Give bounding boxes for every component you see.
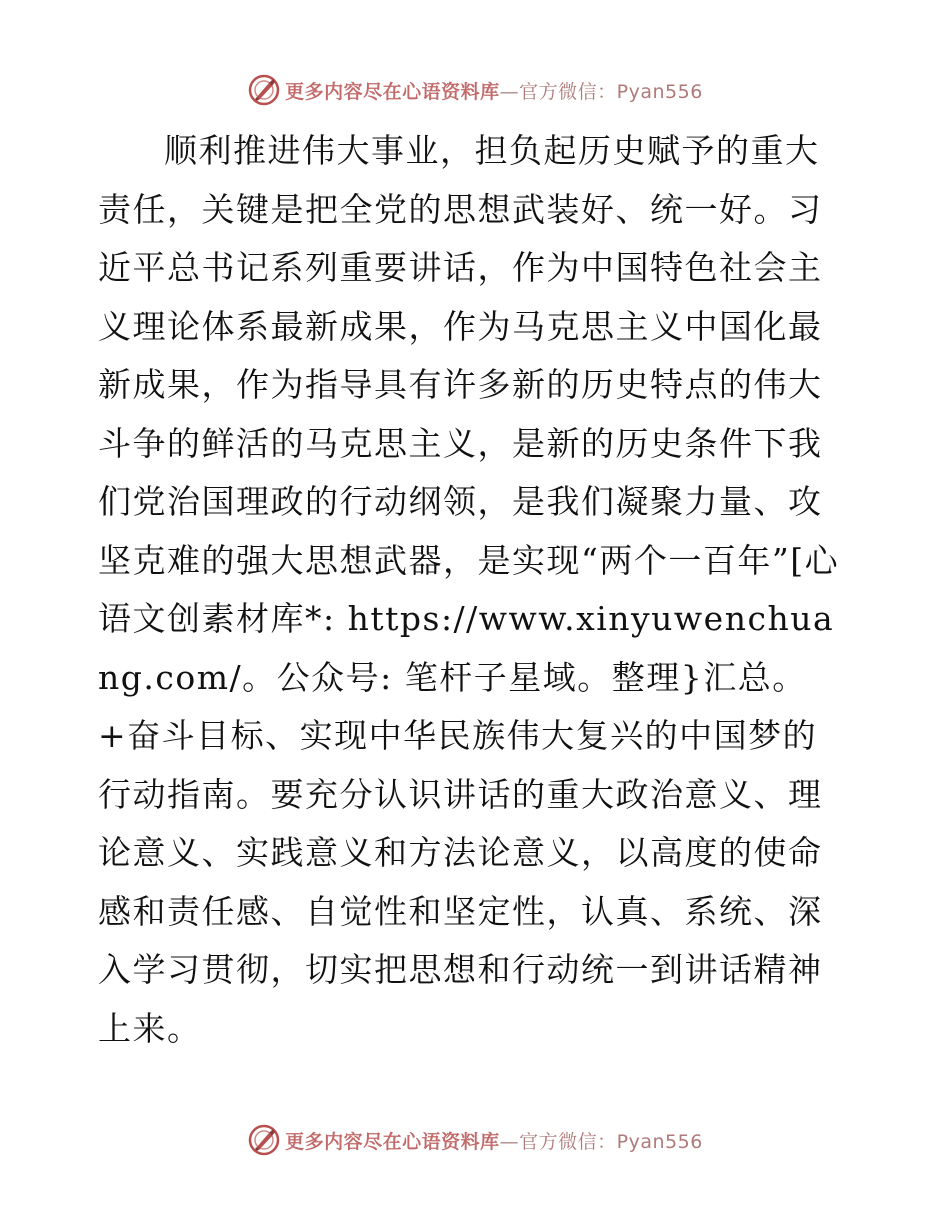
pen-logo-icon [247, 1123, 281, 1157]
header-banner-text [285, 77, 703, 104]
document-body [98, 122, 850, 1058]
pen-logo-icon [247, 73, 281, 107]
body-paragraph: 顺利推进伟大事业，担负起历史赋予的重大责任，关键是把全党的思想武装好、统一好。习近平总书记系列重要讲话，作为中国特色社会主义理论体系最新成果，作为马克思主义中国化最新成果，作为指导具有许多新的历史特点的伟大斗争的鲜活的马克思主义，是新的历史条件下我们党治国理政的行动纲领，是我们凝聚力量、攻坚克难的强大思想武器，是实现“两个一百年”[心语文创素材库*: https://www.xinyuwenchuang.com/。公众号: 笔杆子星域。整理}汇总。+奋斗目标、实现中华民族伟大复兴的中国梦的行动指南。要充分认识讲话的重大政治意义、理论意义、实践意义和方法论意义，以高度的使命感和责任感、自觉性和坚定性，认真、系统、深入学习贯彻，切实把思想和行动统一到讲话精神上来。 [98, 131, 840, 1048]
footer-banner-dash: — [499, 1130, 520, 1153]
header-banner-contact: 官方微信：Pyan556 [519, 80, 703, 103]
header-banner-lead: 更多内容尽在心语资料库 [285, 80, 500, 103]
footer-banner [0, 1120, 950, 1160]
footer-banner-text [285, 1127, 703, 1154]
header-banner [0, 70, 950, 110]
footer-banner-contact: 官方微信：Pyan556 [519, 1130, 703, 1153]
footer-banner-lead: 更多内容尽在心语资料库 [285, 1130, 500, 1153]
header-banner-dash: — [499, 80, 520, 103]
